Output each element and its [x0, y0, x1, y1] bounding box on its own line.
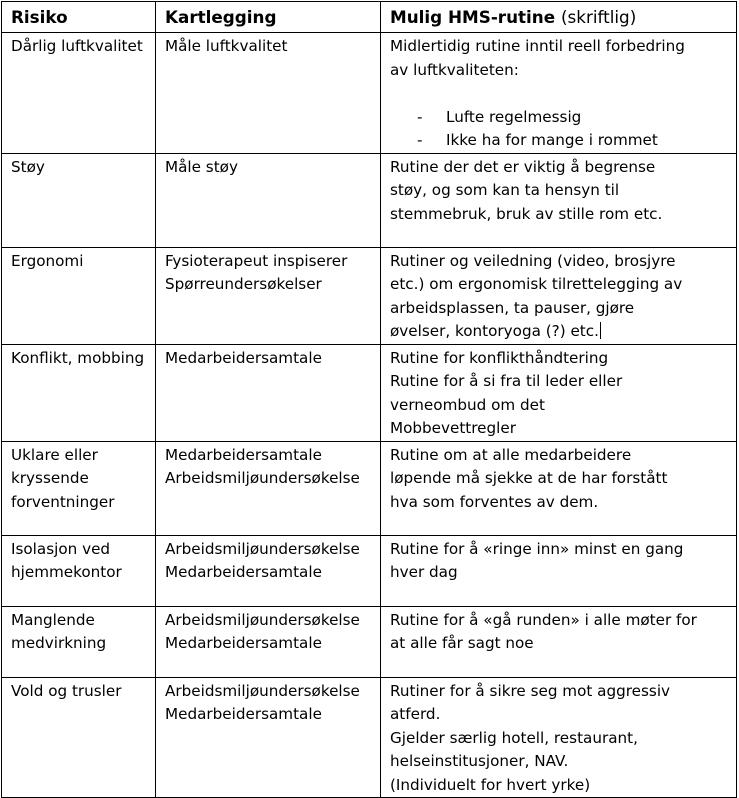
- cell-routine: [381, 344, 737, 441]
- cell-text: Medarbeidersamtale: [165, 634, 322, 652]
- cell-text: hva som forventes av dem.: [390, 492, 599, 511]
- cell-text: Fysioterapeut inspiserer: [165, 251, 348, 270]
- cell-text: løpende må sjekke at de har forstått: [390, 469, 668, 487]
- cell-text: Rutine for konflikthåndtering: [390, 348, 609, 367]
- cell-text: etc.) om ergonomisk tilrettelegging av: [390, 275, 683, 293]
- list-item-text: Ikke ha for mange i rommet: [446, 131, 658, 149]
- cell-text: Arbeidsmiljøundersøkelse: [165, 681, 360, 700]
- table-row: [2, 153, 737, 247]
- cell-text: verneombud om det: [390, 395, 545, 414]
- cell-mapping: [156, 535, 381, 606]
- cell-text: Arbeidsmiljøundersøkelse: [165, 469, 360, 487]
- cell-text: Rutine for å «gå runden» i alle møter for: [390, 610, 697, 629]
- table-row: [2, 344, 737, 441]
- cell-text: hver dag: [390, 563, 458, 581]
- cell-text: Måle luftkvalitet: [165, 37, 288, 55]
- cell-risk: [2, 33, 156, 154]
- cell-text: Ergonomi: [11, 251, 84, 270]
- cell-text: øvelser, kontoryoga (?) etc.: [390, 322, 599, 340]
- list-item: [390, 106, 730, 130]
- cell-mapping: [156, 441, 381, 535]
- cell-text: Gjelder særlig hotell, restaurant,: [390, 728, 638, 747]
- cell-text: forventninger: [11, 492, 115, 511]
- cell-risk: [2, 606, 156, 677]
- cell-risk: [2, 344, 156, 441]
- cell-text: Dårlig luftkvalitet: [11, 37, 143, 55]
- table-row: [2, 535, 737, 606]
- cell-text: Konflikt, mobbing: [11, 348, 145, 367]
- cell-text: stemmebruk, bruk av stille rom etc.: [390, 204, 663, 223]
- cell-routine: [381, 153, 737, 247]
- cell-text: av luftkvaliteten:: [390, 60, 519, 79]
- cell-text: Arbeidsmiljøundersøkelse: [165, 539, 360, 558]
- cell-mapping: [156, 153, 381, 247]
- cell-text: Mobbevettregler: [390, 419, 516, 437]
- cell-routine: [381, 535, 737, 606]
- header-mapping-label: Kartlegging: [165, 7, 277, 27]
- cell-text: Spørreundersøkelser: [165, 275, 322, 293]
- header-risk-label: Risiko: [11, 7, 68, 27]
- cell-mapping: [156, 33, 381, 154]
- dash-bullet: -: [417, 107, 423, 126]
- cell-line-with-cursor: [390, 320, 730, 344]
- cell-risk: [2, 153, 156, 247]
- list-item-text: Lufte regelmessig: [446, 107, 582, 126]
- cell-text: Rutine for å si fra til leder eller: [390, 372, 623, 390]
- cell-text: at alle får sagt noe: [390, 634, 534, 652]
- cell-text: Rutiner for å sikre seg mot aggressiv: [390, 681, 671, 700]
- cell-text: Medarbeidersamtale: [165, 563, 322, 581]
- table-header-row: [2, 2, 737, 33]
- cell-text: (Individuelt for hvert yrke): [390, 775, 591, 794]
- cell-risk: [2, 441, 156, 535]
- cell-routine: [381, 677, 737, 798]
- cell-text: hjemmekontor: [11, 563, 122, 581]
- cell-mapping: [156, 247, 381, 344]
- cell-text: Medarbeidersamtale: [165, 445, 322, 464]
- header-mapping: [156, 2, 381, 33]
- cell-routine: [381, 247, 737, 344]
- table-row: [2, 247, 737, 344]
- table-row: [2, 606, 737, 677]
- cell-risk: [2, 247, 156, 344]
- cell-text: Medarbeidersamtale: [165, 705, 322, 723]
- cell-text: Måle støy: [165, 157, 238, 176]
- cell-text: helseinstitusjoner, NAV.: [390, 752, 569, 770]
- cell-text: Vold og trusler: [11, 681, 122, 700]
- cell-mapping: [156, 606, 381, 677]
- cell-text: arbeidsplassen, ta pauser, gjøre: [390, 298, 635, 317]
- cell-text: Støy: [11, 157, 45, 176]
- cell-text: Rutine om at alle medarbeidere: [390, 445, 632, 464]
- cell-routine: [381, 33, 737, 154]
- cell-text: Medarbeidersamtale: [165, 348, 322, 367]
- cell-mapping: [156, 344, 381, 441]
- blank-line: [390, 82, 730, 106]
- cell-text: medvirkning: [11, 634, 107, 652]
- cell-text: atferd.: [390, 705, 441, 723]
- header-routine-label: Mulig HMS-rutine: [390, 7, 556, 27]
- cell-text: Arbeidsmiljøundersøkelse: [165, 610, 360, 629]
- table-row: [2, 677, 737, 798]
- cell-risk: [2, 535, 156, 606]
- risk-assessment-table: [1, 1, 737, 798]
- cell-text: Rutine der det er viktig å begrense: [390, 157, 656, 176]
- cell-text: Isolasjon ved: [11, 539, 111, 558]
- header-routine: [381, 2, 737, 33]
- cell-text: Uklare eller: [11, 445, 98, 464]
- cell-text: kryssende: [11, 469, 89, 487]
- cell-text: Rutine for å «ringe inn» minst en gang: [390, 539, 684, 558]
- list-item: [390, 129, 730, 153]
- table-row: [2, 441, 737, 535]
- cell-text: Rutiner og veiledning (video, brosjyre: [390, 251, 676, 270]
- dash-bullet: -: [417, 131, 423, 149]
- header-risk: [2, 2, 156, 33]
- cell-text: Manglende: [11, 610, 95, 629]
- table-row: [2, 33, 737, 154]
- cell-text: støy, og som kan ta hensyn til: [390, 181, 620, 199]
- cell-text: Midlertidig rutine inntil reell forbedring: [390, 37, 685, 55]
- cell-risk: [2, 677, 156, 798]
- cell-routine: [381, 606, 737, 677]
- text-cursor: [600, 322, 601, 339]
- cell-mapping: [156, 677, 381, 798]
- header-routine-suffix: (skriftlig): [560, 7, 637, 27]
- cell-routine: [381, 441, 737, 535]
